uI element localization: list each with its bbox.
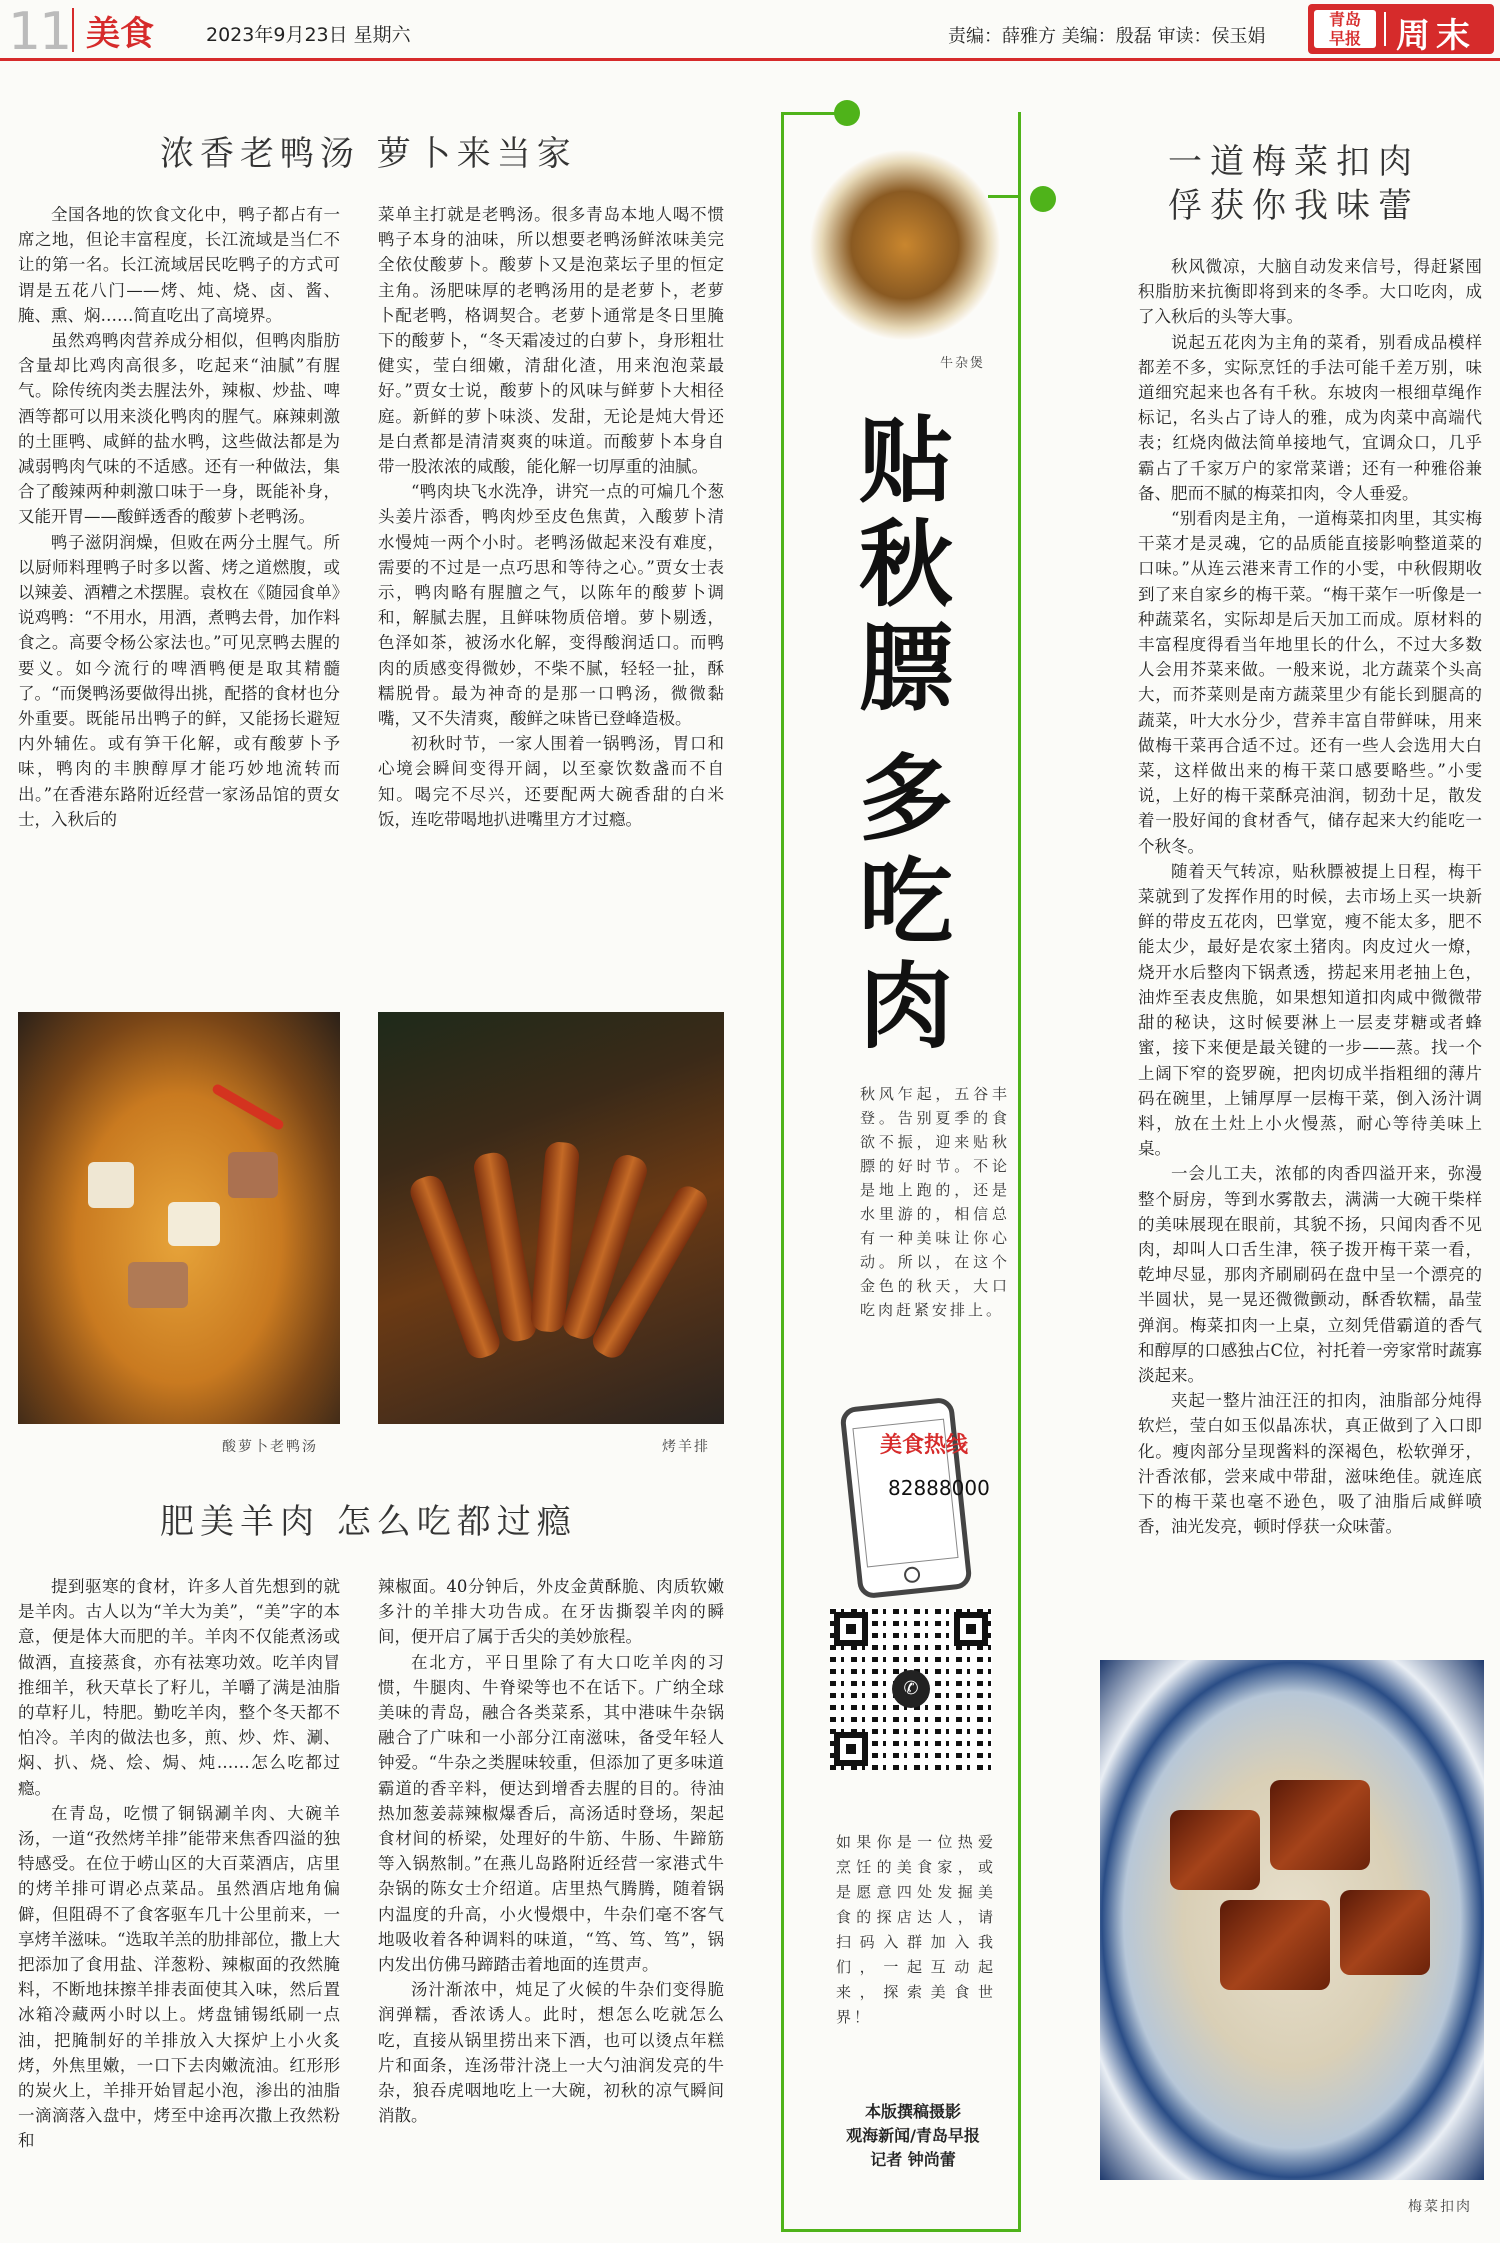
pork-piece	[1340, 1890, 1430, 1975]
paragraph: 菜单主打就是老鸭汤。很多青岛本地人喝不惯鸭子本身的油味，所以想要老鸭汤鲜浓味美完全依仗酸萝卜。酸萝卜又是泡菜坛子里的恒定主角。汤肥味厚的老鸭汤用的是老萝卜，老萝卜配老鸭，格调契合。老萝卜通常是冬日里腌下的酸萝卜，“冬天霜凌过的白萝卜，身形粗壮健实，莹白细嫩，清甜化渣，用来泡泡菜最好。”贾女士说，酸萝卜的风味与鲜萝卜大相径庭。新鲜的萝卜味淡、发甜，无论是炖大骨还是白煮都是清清爽爽的味道。而酸萝卜本身自带一股浓浓的咸酸，能化解一切厚重的油腻。	[378, 205, 724, 477]
paragraph: “鸭肉块飞水洗净，讲究一点的可煸几个葱头姜片添香，鸭肉炒至皮色焦黄，入酸萝卜清水慢炖一两个小时。老鸭汤做起来没有难度，需要的不过是一点巧思和等待之心。”贾女士表示，鸭肉略有腥膻之气，以陈年的酸萝卜调和，解腻去腥，且鲜味物质倍增。萝卜剔透，色泽如茶，被汤水化解，变得酸润适口。而鸭肉的质感变得微妙，不柴不腻，轻轻一扯，酥糯脱骨。最为神奇的是那一口鸭汤，微微黏嘴，又不失清爽，酸鲜之味皆已登峰造极。	[378, 482, 724, 729]
qr-finder	[954, 1612, 988, 1646]
lamb-ribs-caption: 烤羊排	[662, 1439, 710, 1455]
paragraph: 在青岛，吃惯了铜锅涮羊肉、大碗羊汤，一道“孜然烤羊排”能带来焦香四溢的独特感受。在位于崂山区的大百菜酒店，店里的烤羊排可谓必点菜品。虽然酒店地角偏僻，但阻碍不了食客驱车几十公里前来，一享烤羊滋味。“选取羊羔的肋排部位，撒上大把添加了食用盐、洋葱粉、辣椒面的孜然腌料，不断地抹擦羊排表面使其入味，然后置冰箱冷藏两小时以上。烤盘铺锡纸刷一点油，把腌制好的羊排放入大探炉上小火炙烤，外焦里嫩，一口下去肉嫩流油。红形形的炭火上，羊排开始冒起小泡，渗出的油脂一滴滴落入盘中，烤至中途再次撒上孜然粉和	[18, 1803, 340, 2151]
hotline-label: 美食热线	[880, 1433, 969, 1458]
beef-pot-photo	[810, 150, 1000, 340]
feature-frame-top-right	[988, 195, 1021, 198]
paragraph: 汤汁渐浓中，炖足了火候的牛杂们变得脆润弹糯，香浓诱人。此时，想怎么吃就怎么吃，直接从锅里捞出来下酒，也可以烫点年糕片和面条，连汤带汁浇上一大勺油润发亮的牛杂，狼吞虎咽地吃上一大碗，初秋的凉气瞬间消散。	[378, 1980, 724, 2126]
page-credits	[828, 2100, 998, 2172]
lamb-article-col1	[18, 1574, 340, 2154]
feature-frame-top	[781, 112, 841, 115]
join-group-text: 如果你是一位热爱烹饪的美食家，或是愿意四处发掘美食的探店达人，请扫码入群加入我们，一起互动起来，探索美食世界！	[836, 1833, 996, 2026]
qr-finder	[834, 1732, 868, 1766]
paragraph: 初秋时节，一家人围着一锅鸭汤，胃口和心境会瞬间变得开阔，以至豪饮数盏而不自知。喝完不尽兴，还要配两大碗香甜的白米饭，连吃带喝地扒进嘴里方才过瘾。	[378, 734, 724, 829]
feature-headline-part2	[851, 745, 961, 1062]
duck-piece	[128, 1262, 188, 1308]
credit-line: 记者 钟尚蕾	[870, 2150, 956, 2169]
qr-finder	[834, 1612, 868, 1646]
radish-piece	[168, 1202, 220, 1246]
page-number: 11	[8, 2, 71, 62]
headline-text: 贴秋膘	[859, 407, 954, 724]
pork-article-title-line1: 一道梅菜扣肉	[1168, 142, 1420, 182]
braised-pork-caption: 梅菜扣肉	[1408, 2199, 1472, 2215]
section-name: 美食	[86, 14, 154, 54]
qr-code[interactable]	[830, 1608, 992, 1770]
pork-article-title-line2: 俘获你我味蕾	[1168, 186, 1420, 226]
green-dot	[834, 100, 860, 126]
pork-piece	[1220, 1900, 1330, 1990]
editor-credits: 责编：薛雅方 美编：殷磊 审读：侯玉娟	[948, 26, 1266, 47]
wechat-icon: ✆	[892, 1670, 930, 1708]
brand-divider	[1384, 12, 1386, 46]
duck-article-title: 浓香老鸭汤 萝卜来当家	[160, 134, 577, 174]
pork-piece	[1270, 1780, 1370, 1870]
paragraph: 说起五花肉为主角的菜肴，别看成品模样都差不多，实际烹饪的手法可能千差万别，味道细究起来也各有千秋。东坡肉一根细草绳作标记，名头占了诗人的雅，成为肉菜中高端代表；红烧肉做法简单接地气，宜调众口，几乎霸占了千家万户的家常菜谱；还有一种雅俗兼备、肥而不腻的梅菜扣肉，令人垂爱。	[1138, 332, 1482, 503]
lamb-article-title: 肥美羊肉 怎么吃都过瘾	[160, 1502, 577, 1542]
paragraph: 一会儿工夫，浓郁的肉香四溢开来，弥漫整个厨房，等到水雾散去，满满一大碗干柴样的美味展现在眼前，其貌不扬，只闻肉香不见肉，却叫人口舌生津，筷子拨开梅干菜一看，乾坤尽显，那肉齐刷刷码在盘中呈一个漂亮的半圆状，晃一晃还微微颤动，酥香软糯，晶莹弹润。梅菜扣肉一上桌，立刻凭借霸道的香气和醇厚的口感独占C位，衬托着一旁家常时蔬寡淡起来。	[1138, 1164, 1482, 1385]
issue-date: 2023年9月23日 星期六	[206, 24, 411, 46]
paragraph: 秋风微凉，大脑自动发来信号，得赶紧囤积脂肪来抗衡即将到来的冬季。大口吃肉，成了入秋后的头等大事。	[1138, 257, 1482, 327]
pork-article-body	[1138, 254, 1482, 1539]
beef-pot-caption: 牛杂煲	[940, 356, 986, 371]
feature-intro: 秋风乍起，五谷丰登。告别夏季的食欲不振，迎来贴秋膘的好时节。不论是地上跑的，还是水里游的，相信总有一种美味让你心动。所以，在这个金色的秋天，大口吃肉赶紧安排上。	[860, 1085, 1010, 1319]
paragraph: 虽然鸡鸭肉营养成分相似，但鸭肉脂肪含量却比鸡肉高很多，吃起来“油腻”有腥气。除传统肉类去腥法外，辣椒、炒盐、啤酒等都可以用来淡化鸭肉的腥气。麻辣刺激的土匪鸭、咸鲜的盐水鸭，这些做法都是为减弱鸭肉气味的不适感。还有一种做法，集合了酸辣两种刺激口味于一身，既能补身，又能开胃——酸鲜透香的酸萝卜老鸭汤。	[18, 331, 340, 527]
pork-piece	[1170, 1810, 1260, 1890]
duck-soup-caption: 酸萝卜老鸭汤	[222, 1439, 318, 1455]
duck-article-col1	[18, 202, 340, 832]
phone-home-button	[903, 1566, 921, 1584]
newspaper-logo: 青岛 早报	[1314, 10, 1376, 48]
lamb-article-col2	[378, 1574, 724, 2128]
credit-line: 观海新闻/青岛早报	[846, 2126, 980, 2145]
braised-pork-photo	[1100, 1660, 1484, 2180]
hotline-number: 82888000	[888, 1476, 990, 1500]
duck-soup-photo	[18, 1012, 340, 1424]
paragraph: “别看肉是主角，一道梅菜扣肉里，其实梅干菜才是灵魂，它的品质能直接影响整道菜的口味。”从连云港来青工作的小雯，中秋假期收到了来自家乡的梅干菜。“梅干菜乍一听像是一种蔬菜名，实际却是后天加工而成。原材料的丰富程度得看当年地里长的什么，不过大多数人会用芥菜来做。一般来说，北方蔬菜个头高大，而芥菜则是南方蔬菜里少有能长到腿高的蔬菜，叶大水分少，营养丰富自带鲜味，用来做梅干菜再合适不过。还有一些人会选用大白菜，这样做出来的梅干菜口感要略些。”小雯说，上好的梅干菜酥亮油润，韧劲十足，散发着一股好闻的食材香气，储存起来大约能吃一个秋冬。	[1138, 509, 1482, 856]
headline-text: 多吃肉	[859, 745, 954, 1062]
paragraph: 全国各地的饮食文化中，鸭子都占有一席之地，但论丰富程度，长江流域是当仁不让的第一名。长江流域居民吃鸭子的方式可谓是五花八门——烤、炖、烧、卤、酱、腌、熏、焖……简直吃出了高境界。	[18, 205, 340, 325]
credit-line: 本版撰稿摄影	[864, 2102, 961, 2121]
paragraph: 提到驱寒的食材，许多人首先想到的就是羊肉。古人以为“羊大为美”，“美”字的本意，便是体大而肥的羊。羊肉不仅能煮汤或做酒，直接蒸食，亦有祛寒功效。吃羊肉冒推细羊，秋天草长了籽儿，羊嚼了满是油脂的草籽儿，特肥。勤吃羊肉，整个冬天都不怕冷。羊肉的做法也多，煎、炒、炸、涮、焖、扒、烧、烩、焗、炖……怎么吃都过瘾。	[18, 1577, 340, 1798]
paragraph: 在北方，平日里除了有大口吃羊肉的习惯，牛腿肉、牛脊梁等也不在话下。广纳全球美味的青岛，融合各类菜系，其中港味牛杂锅融合了广味和一小部分江南滋味，备受年轻人钟爱。“牛杂之类腥味较重，但添加了更多味道霸道的香辛料，便达到增香去腥的目的。待油热加葱姜蒜辣椒爆香后，高汤适时登场，架起食材间的桥梁，处理好的牛筋、牛肠、牛蹄筋等入锅熬制。”在燕儿岛路附近经营一家港式牛杂锅的陈女士介绍道。店里热气腾腾，随着锅内温度的升高，小火慢煨中，牛杂们毫不客气地吸收着各种调料的味道，“笃、笃、笃”，锅内发出仿佛马蹄踏击着地面的连贯声。	[378, 1652, 724, 1975]
brand-weekend: 周末	[1396, 16, 1476, 56]
chili-strip	[211, 1083, 285, 1132]
brand-badge	[1308, 4, 1494, 54]
header-divider	[72, 8, 74, 52]
page-header	[0, 0, 1500, 61]
paragraph: 夹起一整片油汪汪的扣肉，油脂部分炖得软烂，莹白如玉似晶冻状，真正做到了入口即化。瘦肉部分呈现酱料的深褐色，松软弹牙，汁香浓郁，尝来咸中带甜，滋味绝佳。就连底下的梅干菜也毫不逊色，吸了油脂后咸鲜喷香，油光发亮，顿时俘获一众味蕾。	[1138, 1391, 1482, 1537]
duck-piece	[228, 1152, 278, 1198]
lamb-ribs-photo	[378, 1012, 724, 1424]
paragraph: 随着天气转凉，贴秋膘被提上日程，梅干菜就到了发挥作用的时候，去市场上买一块新鲜的带皮五花肉，巴掌宽，瘦不能太多，肥不能太少，最好是农家土猪肉。肉皮过火一燎，烧开水后整肉下锅煮透，捞起来用老抽上色，油炸至表皮焦脆，如果想知道扣肉咸中微微带甜的秘诀，这时候要淋上一层麦芽糖或者蜂蜜，接下来便是最关键的一步——蒸。找一个上阔下窄的瓷罗碗，把肉切成半指粗细的薄片码在碗里，上铺厚厚一层梅干菜，倒入汤汁调料，放在土灶上小火慢蒸，耐心等待美味上桌。	[1138, 861, 1482, 1159]
paragraph: 鸭子滋阴润燥，但败在两分土腥气。所以厨师料理鸭子时多以酱、烤之道燃腹，或以辣姜、酒糟之术摆腥。袁枚在《随园食单》说鸡鸭：“不用水，用酒，煮鸭去骨，加作料食之。高要令杨公家法也。”可见烹鸭去腥的要义。如今流行的啤酒鸭便是取其精髓了。“而煲鸭汤要做得出挑，配搭的食材也分外重要。既能吊出鸭子的鲜，又能扬长避短内外辅佐。或有笋干化解，或有酸萝卜予味，鸭肉的丰腴醇厚才能巧妙地流转而出。”在香港东路附近经营一家汤品馆的贾女士，入秋后的	[18, 532, 340, 829]
radish-piece	[88, 1162, 134, 1208]
feature-headline-part1	[851, 407, 961, 724]
paragraph: 辣椒面。40分钟后，外皮金黄酥脆、肉质软嫩多汁的羊排大功告成。在牙齿撕裂羊肉的瞬间，便开启了属于舌尖的美妙旅程。	[378, 1577, 724, 1647]
duck-article-col2	[378, 202, 724, 832]
green-dot	[1030, 186, 1056, 212]
